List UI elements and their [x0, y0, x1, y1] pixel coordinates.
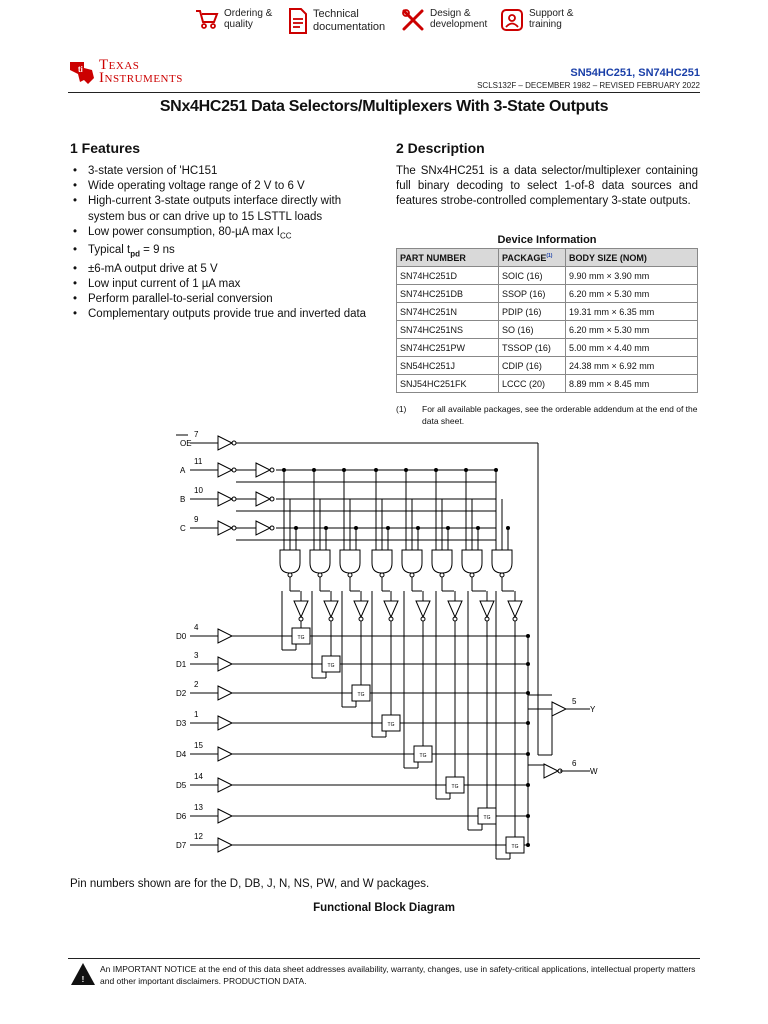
- tpd-subscript: pd: [130, 249, 140, 259]
- pin-number: 2: [194, 680, 199, 689]
- data-input-label: D2: [176, 689, 187, 698]
- features-list: [70, 164, 370, 323]
- inverter: [294, 601, 308, 617]
- and-gate: [492, 550, 512, 573]
- tools-icon: [401, 8, 425, 32]
- table-cell: SN54HC251J: [397, 357, 499, 375]
- footnote-mark: (1): [396, 404, 407, 414]
- part-numbers: SN54HC251, SN74HC251: [570, 67, 700, 79]
- feature-text: Low power consumption, 80-µA max I: [88, 225, 280, 238]
- table-cell: 6.20 mm × 5.30 mm: [566, 321, 698, 339]
- junction-dot: [417, 527, 420, 530]
- inverter-bubble: [410, 573, 414, 577]
- table-cell: SSOP (16): [499, 285, 566, 303]
- junction-dot: [325, 527, 328, 530]
- ti-logo: [68, 58, 183, 86]
- inverter: [448, 601, 462, 617]
- tpd-value: = 9 ns: [139, 244, 175, 257]
- pin-number: 4: [194, 623, 199, 632]
- feature-item: • Complementary outputs provide true and inverted data: [70, 307, 370, 322]
- package-header-text: PACKAGE: [502, 252, 547, 263]
- header-rule: [68, 92, 700, 93]
- inverter-bubble: [500, 573, 504, 577]
- junction-dot: [405, 469, 408, 472]
- support-icon: [500, 8, 524, 32]
- ti-state-logo-icon: [68, 58, 96, 86]
- icc-subscript: CC: [280, 231, 292, 241]
- junction-dot: [283, 469, 286, 472]
- and-gate: [462, 550, 482, 573]
- table-cell: LCCC (20): [499, 375, 566, 393]
- input-buffer: [218, 629, 232, 643]
- footnote-ref[interactable]: (1): [546, 252, 553, 259]
- table-cell: SN74HC251DB: [397, 285, 499, 303]
- tg-label: TG: [327, 663, 335, 669]
- table-row: [397, 267, 698, 285]
- brand-line-1: Texas: [99, 57, 140, 73]
- ordering-quality-link[interactable]: [195, 8, 272, 30]
- control-input-label: OE: [180, 439, 192, 448]
- support-training-link[interactable]: [500, 8, 573, 32]
- input-buffer: [218, 657, 232, 671]
- table-row: [397, 303, 698, 321]
- inverter: [384, 601, 398, 617]
- warning-icon: [70, 962, 96, 986]
- feature-item: • High-current 3-state outputs interface directly with system bus or can drive up to 15 LSTTL loads: [70, 194, 370, 224]
- table-row: [397, 375, 698, 393]
- pin-number: 6: [572, 759, 577, 768]
- junction-dot: [477, 527, 480, 530]
- design-development-label: Design & development: [430, 8, 488, 30]
- feature-item: • Perform parallel-to-serial conversion: [70, 292, 370, 307]
- svg-text:ti: ti: [78, 65, 83, 74]
- cart-icon: [195, 8, 219, 30]
- inverter: [256, 492, 270, 506]
- description-heading: 2 Description: [396, 140, 485, 156]
- inverter: [324, 601, 338, 617]
- and-gate: [372, 550, 392, 573]
- device-info-caption: Device Information: [497, 234, 597, 246]
- tg-label: TG: [451, 784, 459, 790]
- table-row: [397, 321, 698, 339]
- device-info-table: [396, 248, 698, 393]
- diagram-note: Pin numbers shown are for the D, DB, J, N, NS, PW, and W packages.: [70, 878, 430, 890]
- table-cell: SOIC (16): [499, 267, 566, 285]
- input-inverter: [218, 521, 232, 535]
- features-heading: 1 Features: [70, 140, 141, 156]
- input-buffer: [218, 716, 232, 730]
- tg-label: TG: [387, 722, 395, 728]
- inverter: [480, 601, 494, 617]
- inverter: [256, 521, 270, 535]
- feature-item: [70, 243, 370, 262]
- input-buffer: [218, 838, 232, 852]
- output-label: Y: [590, 705, 596, 714]
- table-row: [397, 357, 698, 375]
- tg-label: TG: [483, 815, 491, 821]
- and-gate: [280, 550, 300, 573]
- inverter-bubble: [380, 573, 384, 577]
- inverter-bubble: [348, 573, 352, 577]
- table-cell: SNJ54HC251FK: [397, 375, 499, 393]
- junction-dot: [435, 469, 438, 472]
- table-cell: SN74HC251NS: [397, 321, 499, 339]
- inverter-bubble: [318, 573, 322, 577]
- and-gate: [402, 550, 422, 573]
- footer-rule: [68, 958, 700, 959]
- junction-dot: [465, 469, 468, 472]
- junction-dot: [447, 527, 450, 530]
- inverter-bubble: [440, 573, 444, 577]
- table-header-row: [397, 249, 698, 267]
- table-cell: 9.90 mm × 3.90 mm: [566, 267, 698, 285]
- column-header: [499, 249, 566, 267]
- junction-dot: [343, 469, 346, 472]
- pin-number: 15: [194, 741, 203, 750]
- input-buffer: [218, 778, 232, 792]
- table-cell: 5.00 mm × 4.40 mm: [566, 339, 698, 357]
- control-input-label: A: [180, 466, 186, 475]
- pin-number: 13: [194, 803, 203, 812]
- table-cell: TSSOP (16): [499, 339, 566, 357]
- junction-dot: [295, 527, 298, 530]
- feature-item: • Wide operating voltage range of 2 V to 6 V: [70, 179, 370, 194]
- data-input-label: D4: [176, 750, 187, 759]
- feature-item: [70, 225, 370, 244]
- important-notice: An IMPORTANT NOTICE at the end of this data sheet addresses availability, warranty, changes, use in safety-critical applications, intellectual property matters and other important disclaimers. PRODUCTION DATA.: [100, 964, 696, 986]
- column-header: BODY SIZE (NOM): [566, 249, 698, 267]
- inverter-bubble: [288, 573, 292, 577]
- table-cell: SN74HC251PW: [397, 339, 499, 357]
- junction-dot: [495, 469, 498, 472]
- inverter: [256, 463, 270, 477]
- junction-dot: [313, 469, 316, 472]
- data-input-label: D6: [176, 812, 187, 821]
- pin-number: 12: [194, 832, 203, 841]
- pin-number: 3: [194, 651, 199, 660]
- technical-documentation-label: Technical documentation: [313, 8, 386, 33]
- junction-dot: [507, 527, 510, 530]
- and-gate: [432, 550, 452, 573]
- junction-dot: [355, 527, 358, 530]
- data-input-label: D5: [176, 781, 187, 790]
- inverter: [508, 601, 522, 617]
- and-gate: [340, 550, 360, 573]
- doc-id: SCLS132F – DECEMBER 1982 – REVISED FEBRUARY 2022: [477, 81, 700, 90]
- tg-label: TG: [419, 753, 427, 759]
- pin-number: 10: [194, 486, 203, 495]
- document-icon: [288, 8, 308, 34]
- diagram-caption: Functional Block Diagram: [313, 902, 455, 914]
- junction-dot: [387, 527, 390, 530]
- pin-number: 11: [194, 457, 203, 466]
- input-buffer: [218, 809, 232, 823]
- brand-line-2: Instruments: [99, 70, 183, 86]
- output-label: W: [590, 767, 598, 776]
- control-input-label: C: [180, 524, 186, 533]
- input-buffer: [218, 686, 232, 700]
- table-cell: SN74HC251D: [397, 267, 499, 285]
- table-cell: CDIP (16): [499, 357, 566, 375]
- data-input-label: D7: [176, 841, 187, 850]
- table-cell: PDIP (16): [499, 303, 566, 321]
- feature-item: • 3-state version of 'HC151: [70, 164, 370, 179]
- inverter: [354, 601, 368, 617]
- pin-number: 9: [194, 515, 199, 524]
- feature-text: Typical t: [88, 244, 131, 257]
- footnote-text: For all available packages, see the orderable addendum at the end of the data sheet.: [422, 404, 698, 426]
- pin-number: 7: [194, 430, 199, 439]
- tg-label: TG: [297, 635, 305, 641]
- input-buffer: [218, 747, 232, 761]
- table-cell: SO (16): [499, 321, 566, 339]
- junction-dot: [375, 469, 378, 472]
- table-cell: 19.31 mm × 6.35 mm: [566, 303, 698, 321]
- inverter-bubble: [470, 573, 474, 577]
- and-gate: [310, 550, 330, 573]
- svg-text:!: !: [81, 975, 85, 984]
- input-inverter: [218, 436, 232, 450]
- data-input-label: D3: [176, 719, 187, 728]
- control-input-label: B: [180, 495, 186, 504]
- output-buffer-y: [552, 702, 566, 716]
- feature-item: • ±6-mA output drive at 5 V: [70, 262, 370, 277]
- table-cell: SN74HC251N: [397, 303, 499, 321]
- table-row: [397, 285, 698, 303]
- table-row: [397, 339, 698, 357]
- feature-item: • Low input current of 1 µA max: [70, 277, 370, 292]
- design-development-link[interactable]: [401, 8, 487, 32]
- inverter: [416, 601, 430, 617]
- functional-block-diagram: [0, 425, 768, 865]
- page-title: SNx4HC251 Data Selectors/Multiplexers With 3-State Outputs: [159, 98, 609, 115]
- pin-number: 14: [194, 772, 203, 781]
- tg-label: TG: [357, 692, 365, 698]
- description-text: The SNx4HC251 is a data selector/multiplexer containing full binary decoding to select 1-of-8 data sources and features strobe-controlled complementary 3-state outputs.: [396, 165, 698, 208]
- data-input-label: D1: [176, 660, 187, 669]
- input-inverter: [218, 463, 232, 477]
- table-cell: 8.89 mm × 8.45 mm: [566, 375, 698, 393]
- input-inverter: [218, 492, 232, 506]
- tg-label: TG: [511, 844, 519, 850]
- table-cell: 24.38 mm × 6.92 mm: [566, 357, 698, 375]
- technical-documentation-link[interactable]: [288, 8, 385, 34]
- ordering-quality-label: Ordering & quality: [224, 8, 273, 30]
- pin-number: 1: [194, 710, 199, 719]
- column-header: PART NUMBER: [397, 249, 499, 267]
- table-cell: 6.20 mm × 5.30 mm: [566, 285, 698, 303]
- output-inverter-w: [544, 764, 558, 778]
- pin-number: 5: [572, 697, 577, 706]
- support-training-label: Support & training: [529, 8, 574, 30]
- data-input-label: D0: [176, 632, 187, 641]
